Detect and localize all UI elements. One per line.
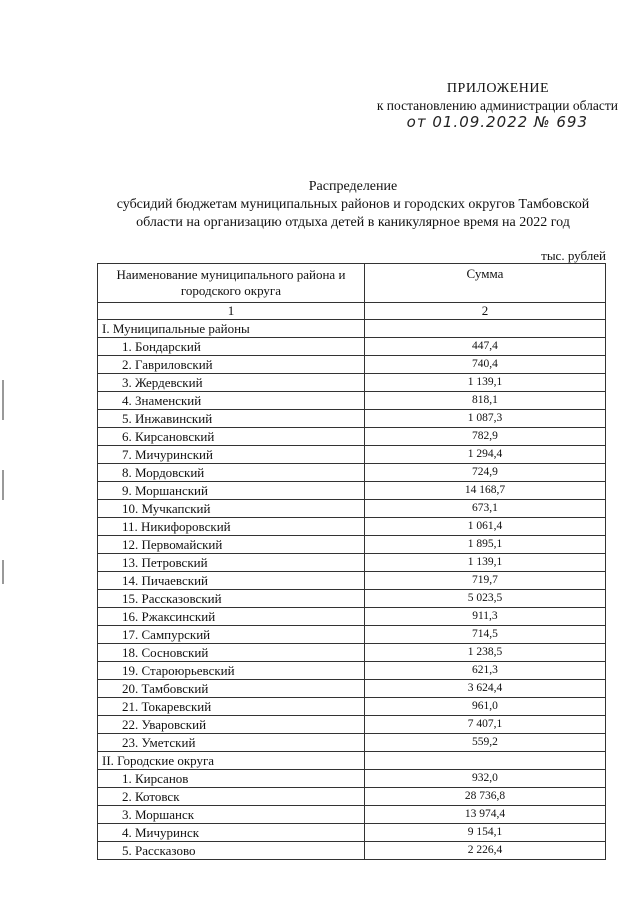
row-name: 12. Первомайский: [98, 536, 365, 554]
row-name: 1. Бондарский: [98, 338, 365, 356]
row-name: 17. Сампурский: [98, 626, 365, 644]
row-name: 23. Уметский: [98, 734, 365, 752]
row-name: 14. Пичаевский: [98, 572, 365, 590]
table-row: [98, 806, 606, 824]
table-row: [98, 446, 606, 464]
table-row: [98, 338, 606, 356]
row-value: 961,0: [364, 698, 605, 716]
table-row: [98, 662, 606, 680]
row-value: 714,5: [364, 626, 605, 644]
row-value: 9 154,1: [364, 824, 605, 842]
table-row: [98, 554, 606, 572]
header-name: Наименование муниципального района и городского округа: [98, 264, 365, 303]
section-value-empty: [364, 320, 605, 338]
table-row: [98, 536, 606, 554]
scan-margin-mark: [2, 380, 4, 420]
row-value: 1 139,1: [364, 554, 605, 572]
row-value: 13 974,4: [364, 806, 605, 824]
table-row: [98, 428, 606, 446]
header-sum: Сумма: [364, 264, 605, 303]
table-row: [98, 716, 606, 734]
row-name: 11. Никифоровский: [98, 518, 365, 536]
row-value: 1 087,3: [364, 410, 605, 428]
row-value: 911,3: [364, 608, 605, 626]
scan-margin-mark: [2, 470, 4, 500]
column-number-1: 1: [98, 303, 365, 320]
row-value: 673,1: [364, 500, 605, 518]
row-value: 14 168,7: [364, 482, 605, 500]
row-name: 15. Рассказовский: [98, 590, 365, 608]
annex-subheading: к постановлению администрации области: [376, 98, 618, 113]
annex-block: [318, 80, 618, 131]
row-value: 932,0: [364, 770, 605, 788]
row-name: 13. Петровский: [98, 554, 365, 572]
row-value: 559,2: [364, 734, 605, 752]
row-value: 724,9: [364, 464, 605, 482]
section-title: I. Муниципальные районы: [98, 320, 365, 338]
table-row: [98, 626, 606, 644]
row-name: 2. Котовск: [98, 788, 365, 806]
row-name: 22. Уваровский: [98, 716, 365, 734]
row-name: 16. Ржаксинский: [98, 608, 365, 626]
row-value: 447,4: [364, 338, 605, 356]
table-row: [98, 482, 606, 500]
row-name: 5. Рассказово: [98, 842, 365, 860]
annex-heading: ПРИЛОЖЕНИЕ: [446, 81, 550, 96]
document-title: [88, 178, 618, 232]
title-line-1: Распределение: [308, 179, 398, 194]
table-body: [98, 320, 606, 860]
row-name: 4. Знаменский: [98, 392, 365, 410]
row-value: 5 023,5: [364, 590, 605, 608]
section-value-empty: [364, 752, 605, 770]
row-name: 21. Токаревский: [98, 698, 365, 716]
row-name: 6. Кирсановский: [98, 428, 365, 446]
row-value: 621,3: [364, 662, 605, 680]
table-row: [98, 500, 606, 518]
row-name: 1. Кирсанов: [98, 770, 365, 788]
table-row: [98, 410, 606, 428]
table-row: [98, 824, 606, 842]
row-value: 2 226,4: [364, 842, 605, 860]
section-row: [98, 320, 606, 338]
table-row: [98, 572, 606, 590]
row-name: 5. Инжавинский: [98, 410, 365, 428]
row-name: 19. Староюрьевский: [98, 662, 365, 680]
table-row: [98, 644, 606, 662]
row-name: 10. Мучкапский: [98, 500, 365, 518]
section-row: [98, 752, 606, 770]
row-value: 1 895,1: [364, 536, 605, 554]
row-name: 4. Мичуринск: [98, 824, 365, 842]
row-value: 1 294,4: [364, 446, 605, 464]
row-value: 28 736,8: [364, 788, 605, 806]
table-row: [98, 680, 606, 698]
table-row: [98, 788, 606, 806]
row-name: 3. Жердевский: [98, 374, 365, 392]
row-name: 3. Моршанск: [98, 806, 365, 824]
row-value: 1 061,4: [364, 518, 605, 536]
row-name: 18. Сосновский: [98, 644, 365, 662]
section-title: II. Городские округа: [98, 752, 365, 770]
table-row: [98, 590, 606, 608]
row-name: 20. Тамбовский: [98, 680, 365, 698]
table-row: [98, 698, 606, 716]
row-value: 719,7: [364, 572, 605, 590]
scan-margin-mark: [2, 560, 4, 584]
row-value: 3 624,4: [364, 680, 605, 698]
column-number-row: [98, 303, 606, 320]
row-value: 1 139,1: [364, 374, 605, 392]
row-name: 7. Мичуринский: [98, 446, 365, 464]
table-row: [98, 356, 606, 374]
table-row: [98, 608, 606, 626]
table-row: [98, 464, 606, 482]
row-value: 818,1: [364, 392, 605, 410]
table-row: [98, 374, 606, 392]
row-name: 2. Гавриловский: [98, 356, 365, 374]
table-row: [98, 770, 606, 788]
table-row: [98, 734, 606, 752]
row-value: 740,4: [364, 356, 605, 374]
subsidy-table: [97, 263, 606, 860]
table-row: [98, 392, 606, 410]
row-value: 1 238,5: [364, 644, 605, 662]
row-value: 7 407,1: [364, 716, 605, 734]
table-row: [98, 518, 606, 536]
row-name: 9. Моршанский: [98, 482, 365, 500]
table-header-row: [98, 264, 606, 303]
row-name: 8. Мордовский: [98, 464, 365, 482]
table-row: [98, 842, 606, 860]
title-line-2: субсидий бюджетам муниципальных районов и городских округов Тамбовской: [116, 197, 590, 212]
units-label: тыс. рублей: [541, 248, 606, 263]
title-line-3: области на организацию отдыха детей в каникулярное время на 2022 год: [136, 215, 570, 230]
column-number-2: 2: [364, 303, 605, 320]
row-value: 782,9: [364, 428, 605, 446]
handwritten-date-number: от 01.09.2022 № 693: [406, 113, 588, 131]
